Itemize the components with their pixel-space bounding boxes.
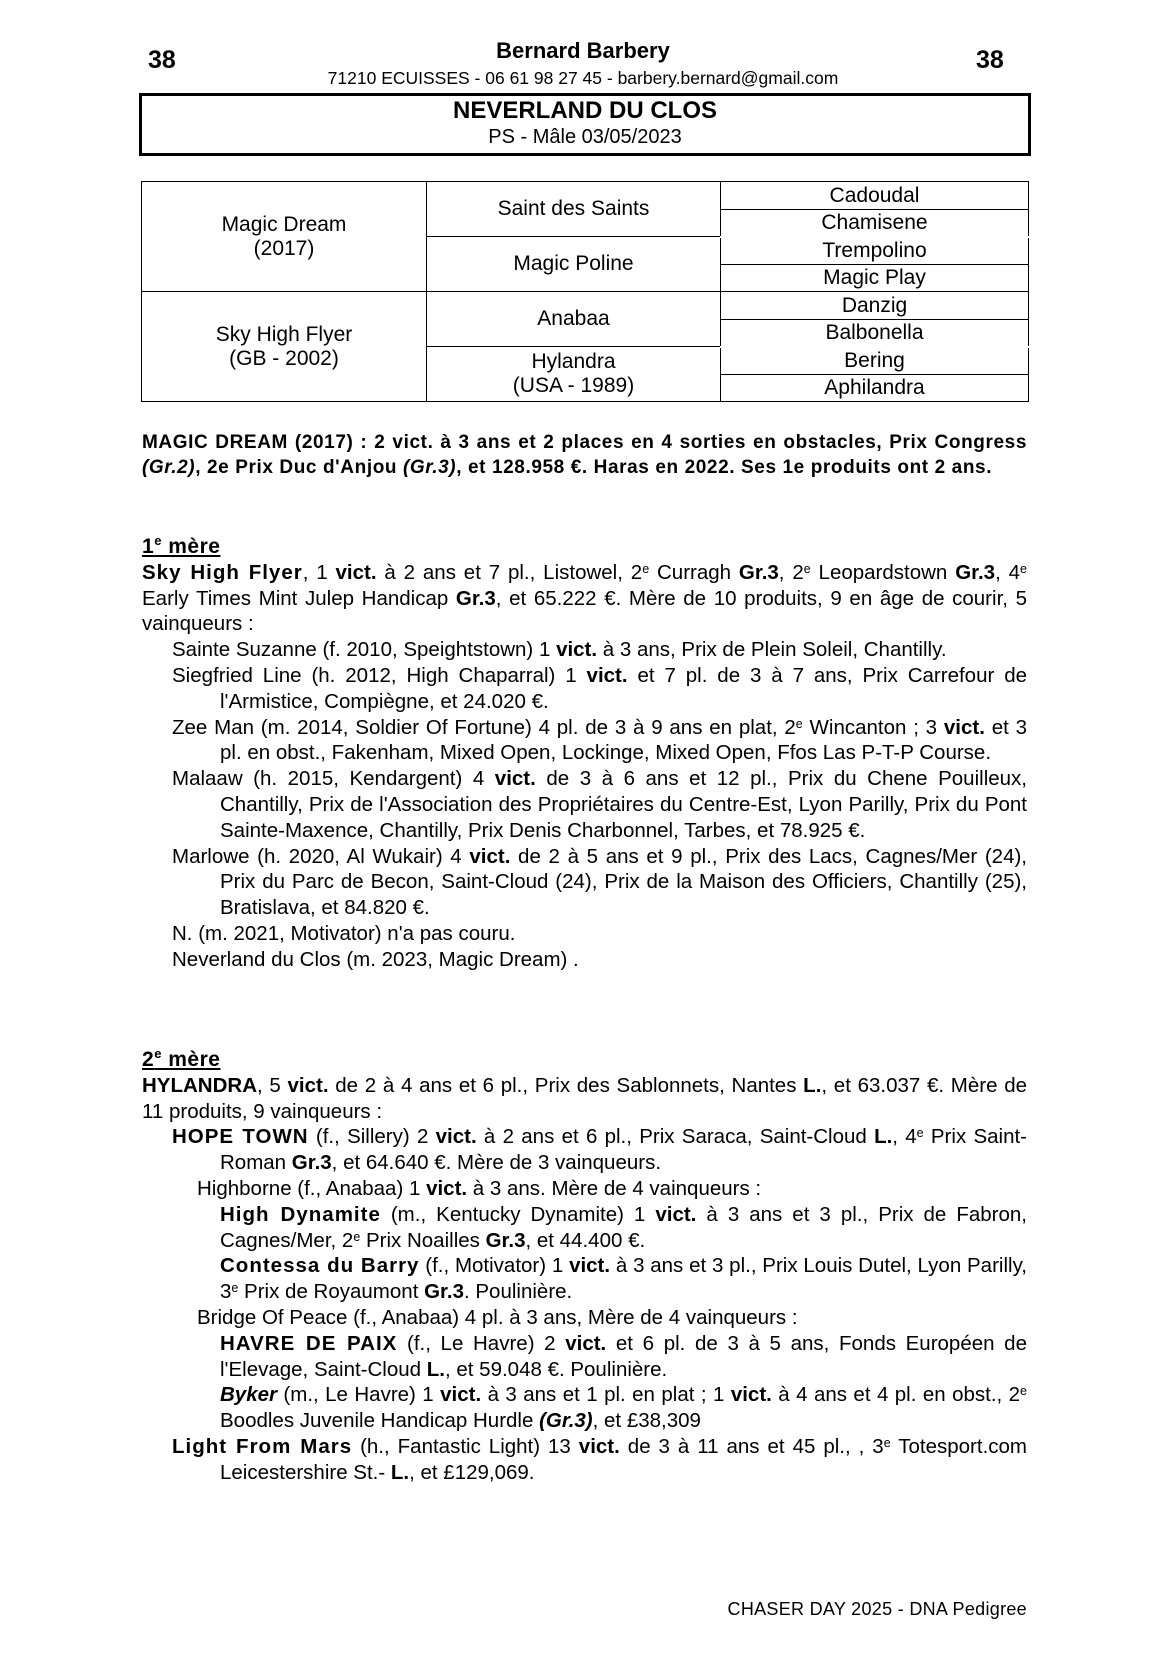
pedigree-dam: Sky High Flyer (GB - 2002) [142, 292, 427, 402]
first-dam-heading: 1e mère [142, 533, 221, 558]
second-dam-record: HYLANDRA, 5 vict. de 2 à 4 ans et 6 pl., Prix des Sablonnets, Nantes L., et 63.037 €. Mère de 11 produits, 9 vainqueurs : [142, 1073, 1027, 1123]
pedigree-table [141, 181, 1029, 402]
progeny-entry: Siegfried Line (h. 2012, High Chaparral) 1 vict. et 7 pl. de 3 à 7 ans, Prix Carrefour de l'Armistice, Compiègne, et 24.020 €. [172, 663, 1027, 713]
pedigree-gen3: Chamisene [721, 209, 1029, 237]
horse-details: PS - Mâle 03/05/2023 [488, 126, 682, 148]
progeny-entry: Byker (m., Le Havre) 1 vict. à 3 ans et 1 pl. en plat ; 1 vict. à 4 ans et 4 pl. en obst., 2e Boodles Juvenile Handicap Hurdle (Gr.3), et £38,309 [220, 1383, 1027, 1433]
horse-title-box [139, 93, 1031, 156]
pedigree-sire-sire: Saint des Saints [427, 182, 721, 237]
lot-number: 38 [148, 46, 176, 74]
progeny-entry: Contessa du Barry (f., Motivator) 1 vict. à 3 ans et 3 pl., Prix Louis Dutel, Lyon Parilly, 3e Prix de Royaumont Gr.3. Poulinière. [220, 1254, 1027, 1304]
lot-number: 38 [976, 46, 1004, 74]
pedigree-gen3: Trempolino [721, 237, 1029, 265]
vendor-name: Bernard Barbery [496, 38, 670, 63]
progeny-entry: Light From Mars (h., Fantastic Light) 13 vict. de 3 à 11 ans et 45 pl., , 3e Totesport.com Leicestershire St.- L., et £129,069. [172, 1434, 1027, 1484]
pedigree-gen3: Danzig [721, 292, 1029, 320]
pedigree-dam-sire: Anabaa [427, 292, 721, 347]
second-dam-heading: 2e mère [142, 1046, 221, 1071]
pedigree-gen3: Balbonella [721, 319, 1029, 347]
first-dam-record: Sky High Flyer, 1 vict. à 2 ans et 7 pl., Listowel, 2e Curragh Gr.3, 2e Leopardstown Gr.3, 4e Early Times Mint Julep Handicap Gr.3, et 65.222 €. Mère de 10 produits, 9 en âge de courir, 5 vainqueurs : [142, 560, 1027, 636]
progeny-entry: HAVRE DE PAIX (f., Le Havre) 2 vict. et 6 pl. de 3 à 5 ans, Fonds Européen de l'Elevage, Saint-Cloud L., et 59.048 €. Poulinière. [220, 1331, 1027, 1381]
progeny-entry: High Dynamite (m., Kentucky Dynamite) 1 vict. à 3 ans et 3 pl., Prix de Fabron, Cagnes/Mer, 2e Prix Noailles Gr.3, et 44.400 €. [220, 1202, 1027, 1252]
progeny-entry: Zee Man (m. 2014, Soldier Of Fortune) 4 pl. de 3 à 9 ans en plat, 2e Wincanton ; 3 vict. et 3 pl. en obst., Fakenham, Mixed Open, Lockinge, Mixed Open, Ffos Las P-T-P Course. [172, 715, 1028, 765]
progeny-entry: Bridge Of Peace (f., Anabaa) 4 pl. à 3 ans, Mère de 4 vainqueurs : [197, 1305, 798, 1329]
pedigree-gen3: Magic Play [721, 264, 1029, 292]
pedigree-dam-dam: Hylandra (USA - 1989) [427, 347, 721, 402]
pedigree-gen3: Cadoudal [721, 182, 1029, 210]
pedigree-gen3: Aphilandra [721, 374, 1029, 402]
first-dam-section [142, 528, 1027, 973]
progeny-entry: Sainte Suzanne (f. 2010, Speightstown) 1 vict. à 3 ans, Prix de Plein Soleil, Chantilly. [172, 638, 947, 662]
pedigree-sire-dam: Magic Poline [427, 237, 721, 292]
sire-note: MAGIC DREAM (2017) : 2 vict. à 3 ans et 2 places en 4 sorties en obstacles, Prix Congress (Gr.2), 2e Prix Duc d'Anjou (Gr.3), et 128.958 €. Haras en 2022. Ses 1e produits ont 2 ans. [142, 432, 1027, 478]
progeny-entry: Malaaw (h. 2015, Kendargent) 4 vict. de 3 à 6 ans et 12 pl., Prix du Chene Pouilleux, Chantilly, Prix de l'Association des Propriétaires du Centre-Est, Lyon Parilly, Prix du Pont Sainte-Maxence, Chantilly, Prix Denis Charbonnel, Tarbes, et 78.925 €. [172, 767, 1027, 842]
horse-name: NEVERLAND DU CLOS [452, 97, 717, 124]
progeny-entry: N. (m. 2021, Motivator) n'a pas couru. [172, 921, 516, 945]
second-dam-section [142, 1041, 1027, 1486]
progeny-entry: Neverland du Clos (m. 2023, Magic Dream) . [172, 947, 579, 971]
progeny-entry: Highborne (f., Anabaa) 1 vict. à 3 ans. Mère de 4 vainqueurs : [197, 1176, 762, 1200]
pedigree-sire: Magic Dream (2017) [142, 182, 427, 292]
vendor-contact: 71210 ECUISSES - 06 61 98 27 45 - barbery.bernard@gmail.com [327, 68, 839, 88]
pedigree-gen3: Bering [721, 347, 1029, 375]
progeny-entry: Marlowe (h. 2020, Al Wukair) 4 vict. de 2 à 5 ans et 9 pl., Prix des Lacs, Cagnes/Mer (24), Prix du Parc de Becon, Saint-Cloud (24), Prix de la Maison des Officiers, Chantilly (25), Bratislava, et 84.820 €. [172, 844, 1028, 920]
progeny-entry: HOPE TOWN (f., Sillery) 2 vict. à 2 ans et 6 pl., Prix Saraca, Saint-Cloud L., 4e Prix Saint-Roman Gr.3, et 64.640 €. Mère de 3 vainqueurs. [172, 1125, 1028, 1175]
page-footer: CHASER DAY 2025 - DNA Pedigree [727, 1599, 1027, 1619]
